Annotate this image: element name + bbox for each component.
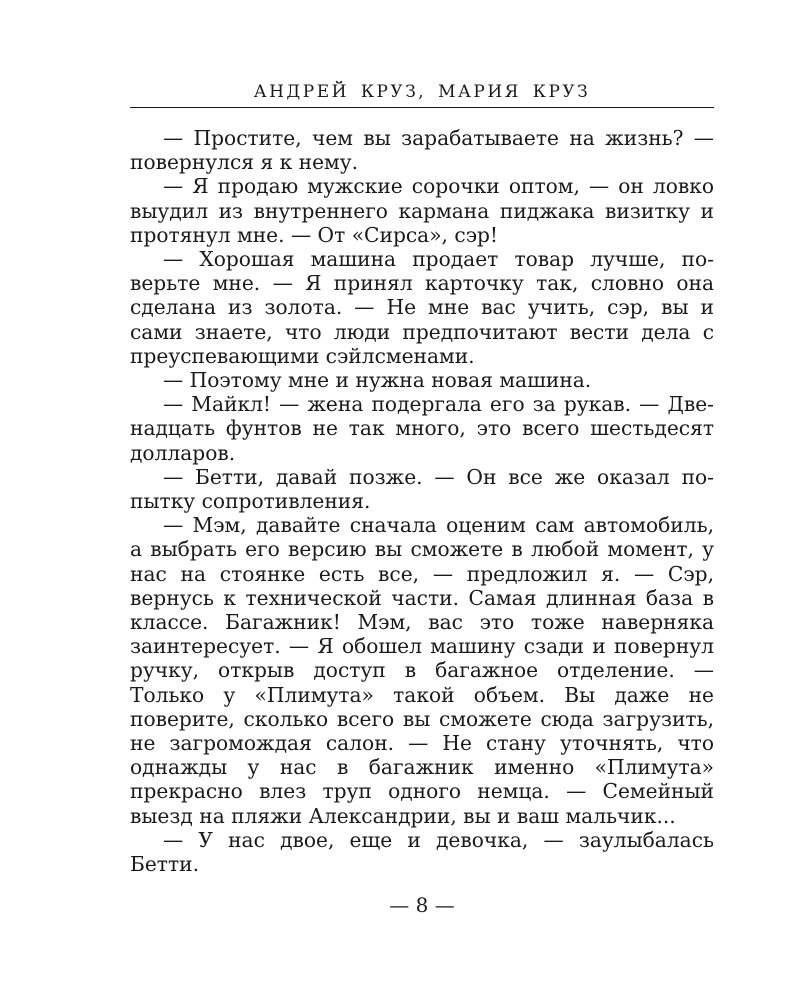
header-rule [130,107,714,108]
paragraph-3: — Хорошая машина продает товар лучше, поверьте мне. — Я принял карточку так, словно она сделана из золота. — Не мне вас учить, сэр, вы и сами знаете, что люди предпочитают вести дела с преуспевающими сэйлсменами. [130,247,714,368]
paragraph-2: — Я продаю мужские сорочки оптом, — он ловко выудил из внутреннего кармана пиджака визитку и протянул мне. — От «Сирса», сэр! [130,174,714,247]
paragraph-6: — Бетти, давай позже. — Он все же оказал попытку сопротивления. [130,464,714,514]
paragraph-8: — У нас двое, еще и девочка, — заулыбалась Бетти. [130,827,714,877]
paragraph-7: — Мэм, давайте сначала оценим сам автомобиль, а выбрать его версию вы сможете в любой момент, у нас на стоянке есть все, — предложил я. — Сэр, вернусь к технической части. Самая длинная база в классе. Багажник! Мэм, вас это тоже наверняка заинтересует. — Я обошел машину сзади и повернул ручку, открыв доступ в багажное отделение. — Только у «Плимута» такой объем. Вы даже не поверите, сколько всего вы сможете сюда загрузить, не загромождая салон. — Не стану уточнять, что однажды у нас в багажник именно «Плимута» прекрасно влез труп одного немца. — Семейный выезд на пляжи Александрии, вы и ваш мальчик... [130,513,714,828]
running-head-author: АНДРЕЙ КРУЗ, МАРИЯ КРУЗ [253,82,591,102]
body-text [130,126,714,876]
paragraph-1: — Простите, чем вы зарабатываете на жизнь? — повернулся я к нему. [130,126,714,175]
paragraph-5: — Майкл! — жена подергала его за рукав. — Двенадцать фунтов не так много, это всего шестьдесят долларов. [130,392,714,465]
page-number: — 8 — [389,893,455,917]
paragraph-4: — Поэтому мне и нужна новая машина. [163,368,592,393]
